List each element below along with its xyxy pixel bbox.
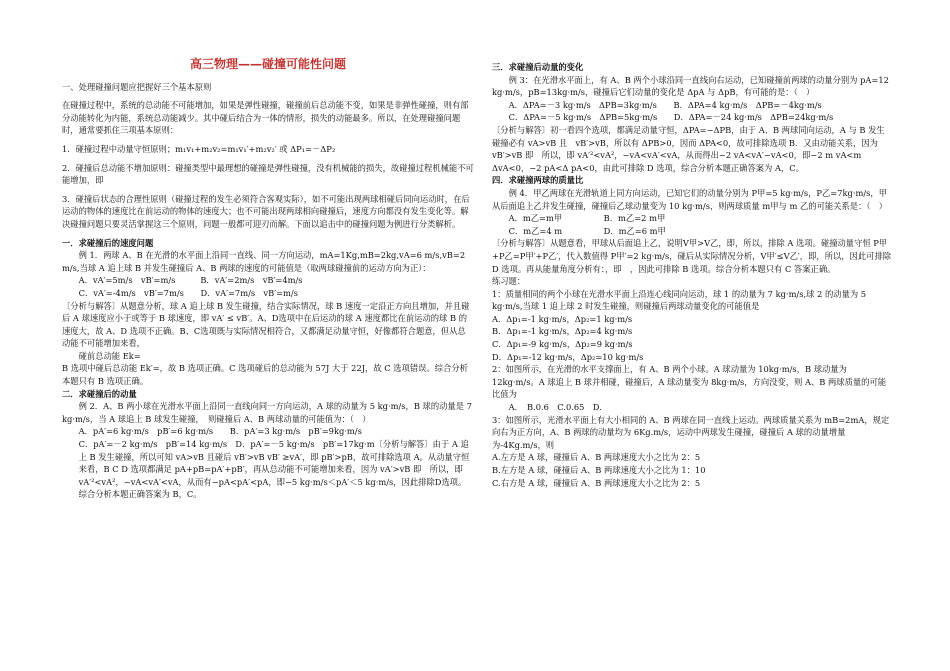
- answer-options: A．pA′=6 kg·m/s pB′=6 kg·m/s B．pA′=3 kg·m/s pB′=9kg·m/s: [78, 426, 362, 437]
- text-paragraph: 1．碰撞过程中动量守恒原则；m₁v₁+m₂v₂=m₁v₁′+m₂v₂′ 或 ΔP₁=－ΔP₂: [62, 143, 336, 154]
- text-paragraph: 练习题：: [492, 276, 526, 287]
- text-paragraph: C．Δp₁=-9 kg·m/s，Δp₂=9 kg·m/s: [492, 339, 633, 350]
- text-paragraph: D．Δp₁=-12 kg·m/s，Δp₂=10 kg·m/s: [492, 351, 644, 362]
- text-paragraph: B．Δp₁=-1 kg·m/s，Δp₂=4 kg·m/s: [492, 326, 633, 337]
- example-paragraph: 例 4．甲乙两球在光滑轨道上同方向运动，已知它们的动量分别为 P甲=5 kg·m/s，P乙=7kg·m/s，甲从后面追上乙并发生碰撞，碰撞后乙球动量变为 10 kg·m/s，则两球质量 m甲与 m 乙的可能关系是：（ ）: [492, 187, 888, 211]
- example-paragraph: 碰前总动能 Ek=: [78, 350, 141, 361]
- answer-options: A．vA′=5m/s vB′=m/s B．vA′=2m/s vB′=4m/s: [78, 275, 303, 286]
- left-column: [62, 48, 474, 501]
- text-paragraph: A.左方是 A 球，碰撞后 A、B 两球速度大小之比为 2：5: [492, 452, 701, 463]
- text-paragraph: 〔分析与解答〕从题意看，甲球从后面追上乙，说明V甲>V乙，即，所以，排除 A 选项。碰撞动量守恒 P甲+P乙=P甲′+P乙′，代入数值得 P甲′=2 kg·m/s，碰后从实际情况分析，V甲′≤V乙′，即，所以，因此可排除 D 选项。再从能量角度分析有：，即 ，因此可排除 B 选项。综合分析本题只有 C 答案正确。: [492, 238, 892, 274]
- answer-options: C．m乙=4 m D．m乙=6 m甲: [508, 225, 666, 236]
- text-paragraph: 〔分析与解答〕初一看四个选项，都满足动量守恒，ΔPA=−ΔPB，由于 A、B 两球同向运动，A 与 B 发生碰撞必有 vA>vB 且 vB′>vB，所以有 ΔPB>0，因而 ΔPA<0，故可排除选项 B．又由动能关系，因为 vB′>vB 即 所以，即 vA′²<vA²，−vA<vA′<vA，从而得出−2 vA<vA′−vA<0，即−2 m vA<m ΔvA<0，−2 pA<Δ pA<0，由此可排除 D 选项，综合分析本题正确答案为 A，C。: [492, 124, 885, 173]
- right-column: [492, 61, 892, 489]
- text-paragraph: C.右方是 A 球，碰撞后 A、B 两球速度大小之比为 2：5: [492, 477, 701, 488]
- text-paragraph: 2．碰撞后总动能不增加原则：碰撞类型中最理想的碰撞是弹性碰撞，没有机械能的损失，故碰撞过程机械能不可能增加，即: [62, 162, 474, 186]
- text-paragraph: 3：如图所示，光滑水平面上有大小相同的 A、B 两球在同一直线上运动。两球质量关系为 mB=2mA，规定向右为正方向，A、B 两球的动量均为 6Kg.m/s，运动中两球发生碰撞，碰撞后 A 球的动量增量为-4Kg.m/s，则: [492, 414, 890, 450]
- text-paragraph: 2：如图所示，在光滑的水平支撑面上，有 A、B 两个小球。A 球动量为 10kg·m/s，B 球动量为 12kg·m/s。A 球追上 B 球并相碰，碰撞后，A 球动量变为 8kg·m/s，方向没变，则 A、B 两球质量的可能比值为: [492, 364, 887, 400]
- text-paragraph: A．Δp₁=-1 kg·m/s，Δp₂=1 kg·m/s: [492, 313, 633, 324]
- section-heading: 一．求碰撞后的速度问题: [62, 237, 154, 248]
- answer-options: C．pA′=－2 kg·m/s pB′=14 kg·m/s D．pA′=－5 kg·m/s pB′=17kg·m〔分析与解答〕由于 A 追上 B 发生碰撞，所以可知 vA>vB 且碰后 vB′>vB vB′ ≥vA′，即 pB′>pB，故可排除选项 A。从动量守恒来看，B C D 选项都满足 pA+pB=pA′+pB′，再从总动能不可能增加来看，因为 vA′>vB 即 所以，即 vA′²<vA²，−vA<vA′<vA，从而有−pA<pA′<pA，即−5 kg·m/s＜pA′＜5 kg·m/s，因此排除D选项。综合分析本题正确答案为 B，C。: [78, 439, 470, 500]
- section-heading: 三．求碰撞后动量的变化: [492, 62, 584, 72]
- example-paragraph: 例 2．A、B 两小球在光滑水平面上沿同一直线向同一方向运动，A 球的动量为 5 kg·m/s，B 球的动量是 7 kg·m/s，当 A 球追上 B 球发生碰撞， 则碰撞后 A、B 两球动量的可能值为：（ ）: [62, 401, 472, 424]
- example-paragraph: 例 1．两球 A、B 在光滑的水平面上沿同一直线、同一方向运动，mA=1Kg,mB=2kg,vA=6 m/s,vB=2 m/s,当球 A 追上球 B 并发生碰撞后 A、B 两球的速度的可能值是（取两球碰撞前的运动方向为正）：: [62, 250, 466, 273]
- text-paragraph: 一、处理碰撞问题应把握好三个基本原则: [62, 81, 212, 92]
- text-paragraph: B 选项中碰后总动能 Ek′=，故 B 选项正确。C 选项碰后的总动能为 57J 大于 22J，故 C 选项错误。综合分析本题只有 B 选项正确。: [62, 363, 468, 387]
- answer-options: A．m乙=m甲 B．m乙=2 m甲: [508, 213, 666, 224]
- text-paragraph: 3．碰撞后状态的合理性原则（碰撞过程的发生必须符合客观实际），如不可能出现两球相碰后同向运动时，在后运动的物体的速度比在前运动的物体的速度大；也不可能出现两球相向碰撞后，速度方向都没有发生变化等。解决碰撞问题只要灵活掌握这三个原则，问题一般都可迎刃而解。下面以追击中的碰撞问题为例进行分类解析。: [62, 193, 470, 229]
- text-paragraph: B.左方是 A 球，碰撞后 A、B 两球速度大小之比为 1：10: [492, 465, 706, 475]
- answer-options: C．vA′=-4m/s vB′=7m/s D．vA′=7m/s vB′=m/s: [78, 287, 298, 298]
- section-heading: 四．求碰撞两球的质量比: [492, 175, 584, 186]
- answer-options: C．ΔPA=－5 kg·m/s ΔPB=5kg·m/s D．ΔPA=－24 kg·m/s ΔPB=24kg·m/s: [508, 112, 834, 123]
- text-paragraph: 在碰撞过程中，系统的总动能不可能增加，如果是弹性碰撞，碰撞前后总动能不变，如果是非弹性碰撞，则有部分动能转化为内能，系统总动能减少。其中碰后结合为一体的情形，损失的动能最多。所以，在处理碰撞问题时，通常要抓住三项基本原则：: [62, 100, 469, 136]
- example-paragraph: 例 3：在光滑水平面上，有 A、B 两个小球沿同一直线向右运动，已知碰撞前两球的动量分别为 pA=12 kg·m/s，pB=13kg·m/s，碰撞后它们动量的变化是 ΔpA 与 ΔpB，有可能的是：（ ）: [492, 74, 889, 98]
- answer-options: A．ΔPA=－3 kg·m/s ΔPB=3kg·m/s B．ΔPA=4 kg·m/s ΔPB=－4kg·m/s: [508, 99, 822, 110]
- section-heading: 二．求碰撞后的动量: [62, 388, 137, 399]
- text-paragraph: 〔分析与解答〕从题意分析，球 A 追上球 B 发生碰撞，结合实际情况，球 B 速度一定沿正方向且增加，并且碰后 A 球速度应小于或等于 B 球速度，即 vA′ ≤ vB′。A、D选项中在后运动的球 A 速度都比在前运动的球 B 的速度大，故 A、D 选项不正确。B、C选项既与实际情况相符合，又都满足动量守恒，好像都符合题意，但从总动能不可能增加来看，: [62, 300, 470, 349]
- page-title: 高三物理——碰撞可能性问题: [189, 57, 346, 71]
- answer-options: A． B.0.6 C.0.65 D．: [508, 402, 608, 413]
- text-paragraph: 1：质量相同的两个小球在光滑水平面上沿连心线同向运动，球 1 的动量为 7 kg·m/s,球 2 的动量为 5 kg·m/s,当球 1 追上球 2 时发生碰撞，则碰撞后两球动量变化的可能值是: [492, 288, 867, 312]
